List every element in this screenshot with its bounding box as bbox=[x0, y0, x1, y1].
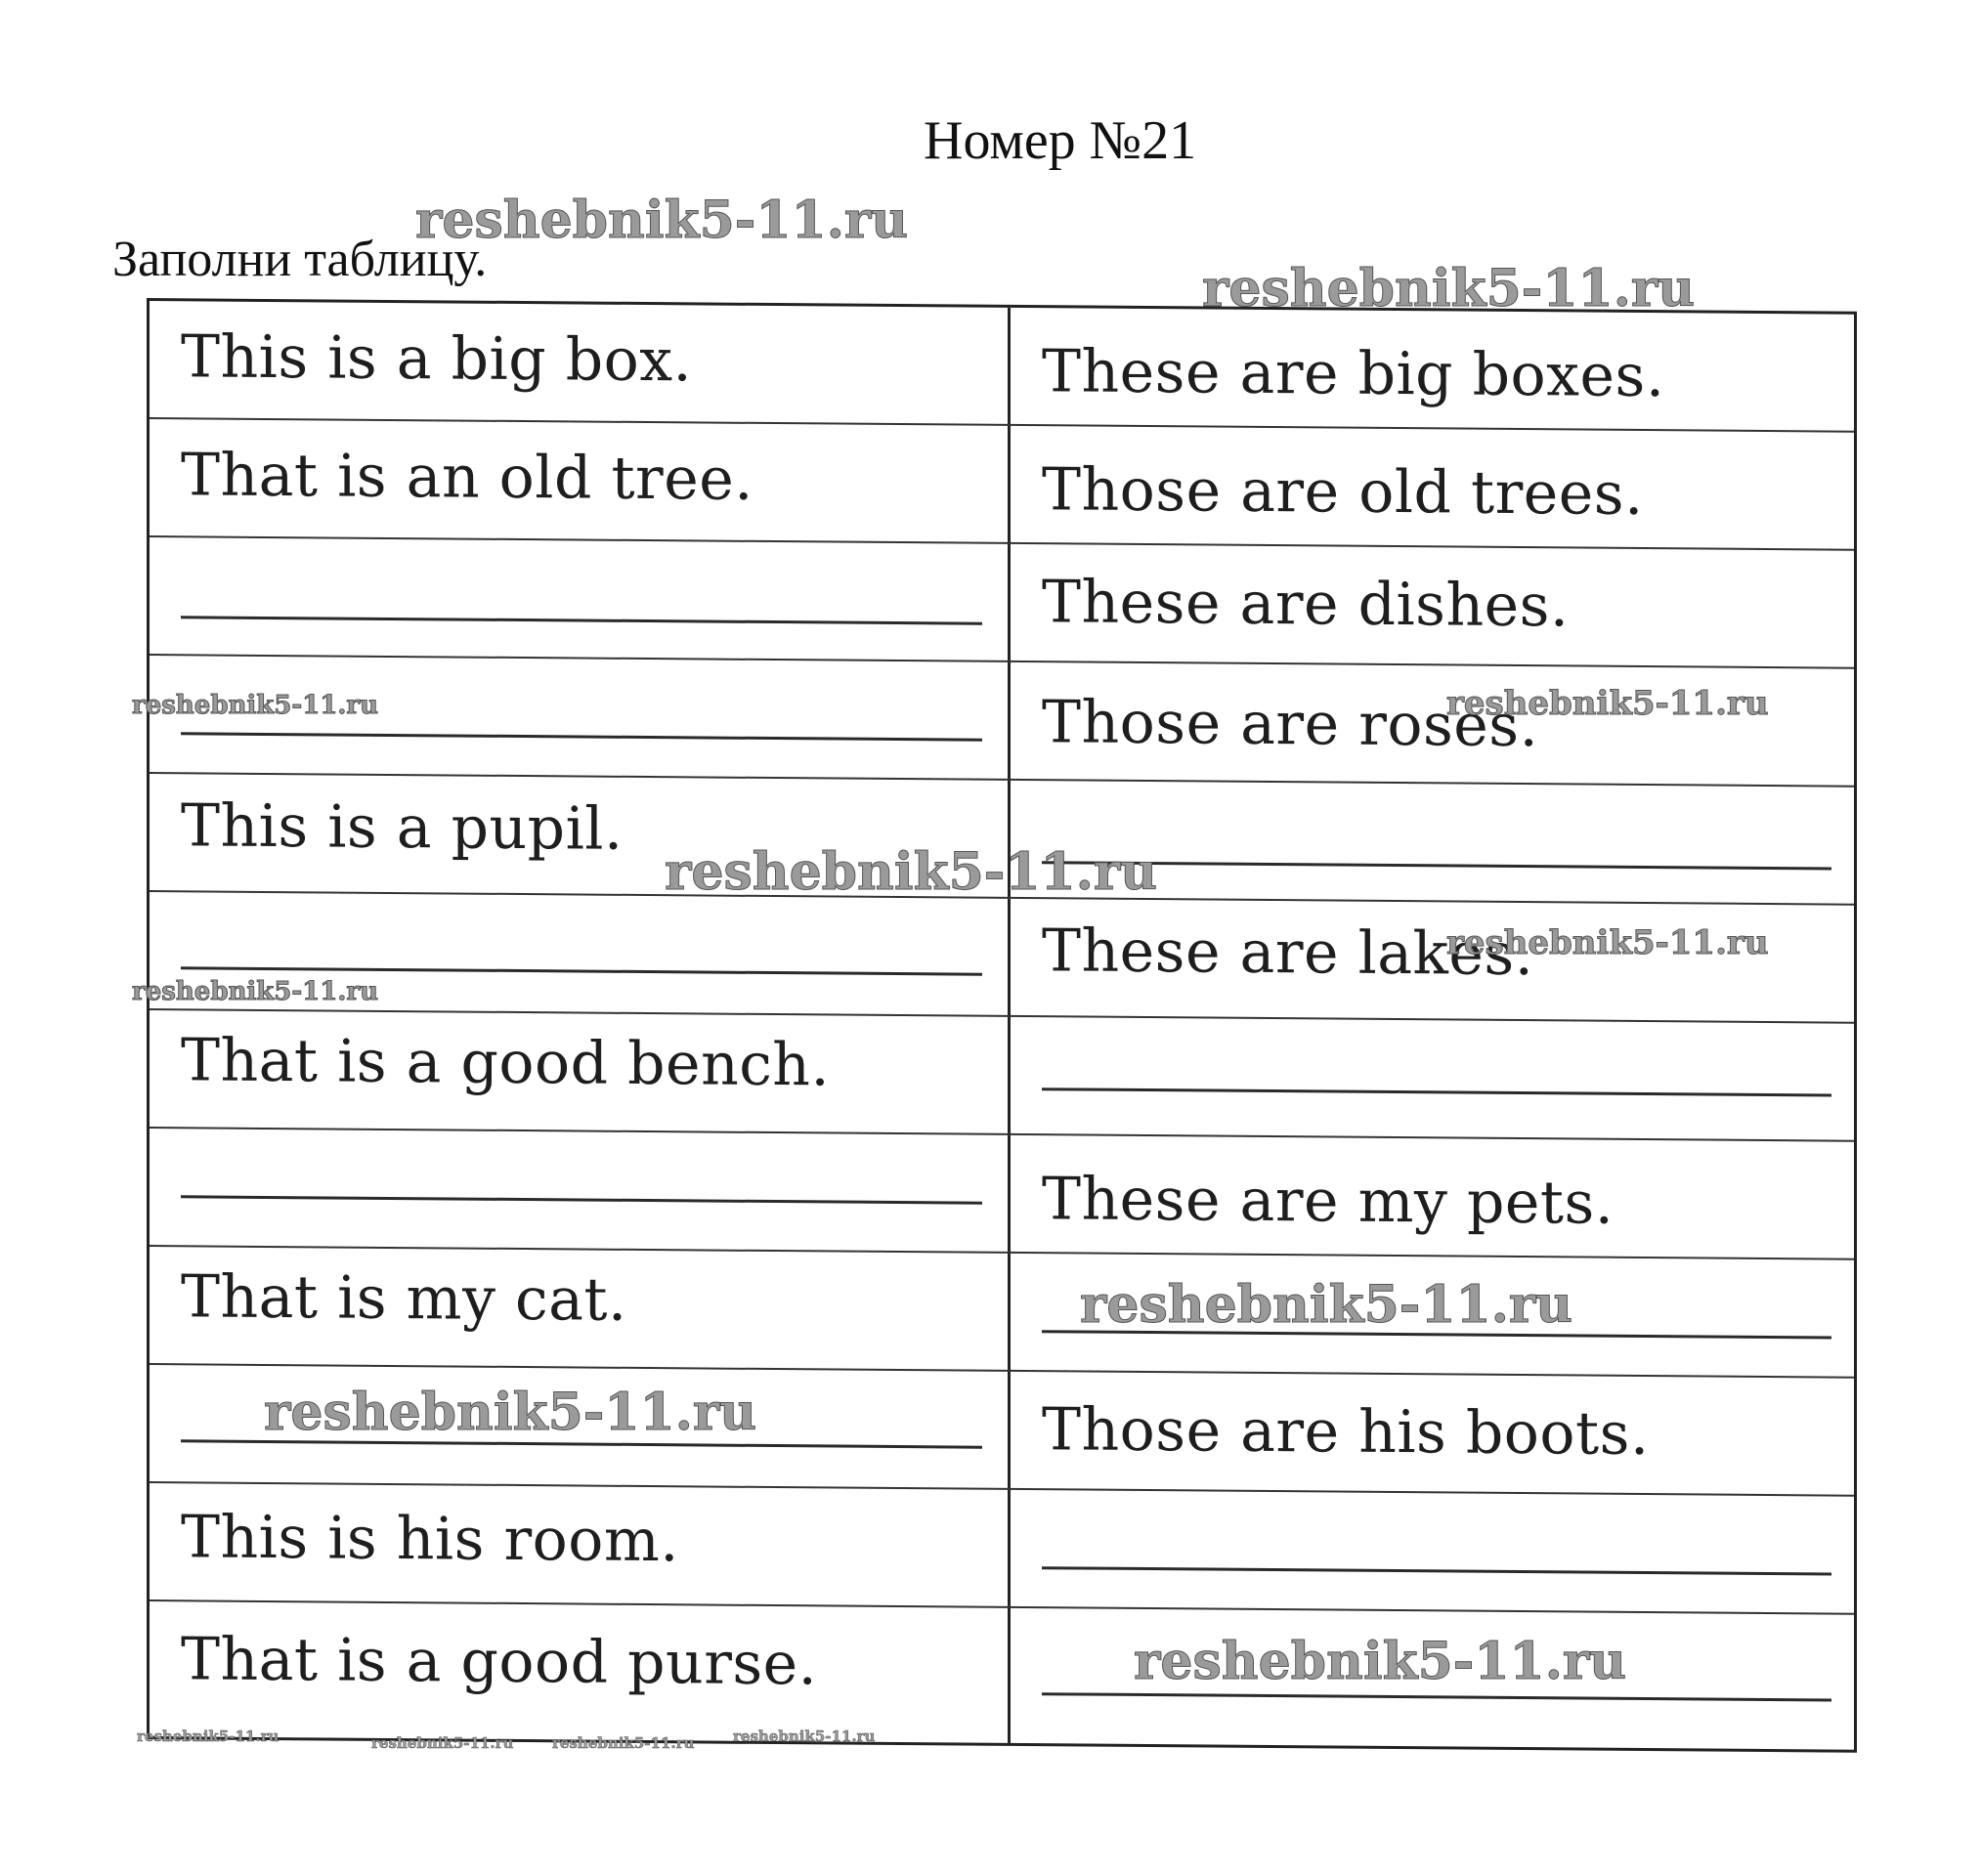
watermark: reshebnik5-11.ru bbox=[137, 1727, 280, 1745]
watermark: reshebnik5-11.ru bbox=[415, 191, 909, 250]
singular-sentence: This is a pupil. bbox=[181, 791, 624, 864]
plural-cell bbox=[1011, 544, 1857, 667]
singular-cell bbox=[150, 1601, 1008, 1746]
watermark: reshebnik5-11.ru bbox=[733, 1727, 876, 1745]
plural-sentence: These are my pets. bbox=[1042, 1165, 1615, 1238]
answer-line bbox=[1042, 1330, 1831, 1339]
plural-cell bbox=[1011, 1608, 1857, 1753]
watermark: reshebnik5-11.ru bbox=[371, 1734, 514, 1752]
table-row bbox=[150, 301, 1854, 433]
answer-line bbox=[181, 616, 982, 624]
plural-cell bbox=[1011, 1372, 1857, 1495]
watermark: reshebnik5-11.ru bbox=[1080, 1275, 1573, 1335]
plural-cell bbox=[1011, 308, 1857, 431]
plural-sentence: Those are his boots. bbox=[1042, 1395, 1650, 1470]
watermark: reshebnik5-11.ru bbox=[132, 977, 379, 1006]
watermark: reshebnik5-11.ru bbox=[665, 842, 1158, 902]
plural-sentence: These are dishes. bbox=[1042, 568, 1570, 641]
singular-sentence: That is a good bench. bbox=[181, 1026, 831, 1100]
singular-sentence: That is a good purse. bbox=[181, 1625, 818, 1699]
plural-cell bbox=[1011, 1490, 1857, 1613]
singular-cell bbox=[150, 1010, 1008, 1133]
singular-cell bbox=[150, 1483, 1008, 1606]
watermark: reshebnik5-11.ru bbox=[132, 691, 379, 720]
watermark: reshebnik5-11.ru bbox=[1446, 684, 1769, 723]
plural-cell bbox=[1011, 1135, 1857, 1258]
singular-cell bbox=[150, 301, 1008, 424]
singular-cell bbox=[150, 1365, 1008, 1488]
watermark: reshebnik5-11.ru bbox=[1134, 1632, 1627, 1691]
singular-cell bbox=[150, 537, 1008, 661]
watermark: reshebnik5-11.ru bbox=[552, 1734, 695, 1752]
table-row bbox=[150, 656, 1854, 788]
table-row bbox=[150, 1129, 1854, 1260]
plural-cell bbox=[1011, 426, 1857, 549]
table-row bbox=[150, 1247, 1854, 1379]
table-row bbox=[150, 774, 1854, 906]
page-title: Номер №21 bbox=[924, 110, 1197, 171]
plural-cell bbox=[1011, 899, 1857, 1022]
instruction-text: Заполни таблицу. bbox=[112, 232, 488, 287]
table-row bbox=[150, 537, 1854, 669]
table-row bbox=[150, 892, 1854, 1024]
singular-sentence: This is a big box. bbox=[181, 322, 693, 396]
singular-cell bbox=[150, 892, 1008, 1015]
answer-line bbox=[181, 1195, 982, 1204]
answer-line bbox=[181, 966, 982, 975]
answer-line bbox=[181, 1439, 982, 1448]
singular-cell bbox=[150, 656, 1008, 779]
exercise-table bbox=[147, 298, 1857, 1753]
answer-line bbox=[1042, 861, 1831, 870]
watermark: reshebnik5-11.ru bbox=[264, 1383, 757, 1442]
plural-cell bbox=[1011, 781, 1857, 904]
table-row bbox=[150, 1365, 1854, 1497]
singular-cell bbox=[150, 1129, 1008, 1252]
plural-cell bbox=[1011, 662, 1857, 786]
answer-line bbox=[1042, 1087, 1831, 1096]
plural-sentence: These are big boxes. bbox=[1042, 337, 1665, 411]
table-row bbox=[150, 1601, 1854, 1753]
table-row bbox=[150, 1010, 1854, 1142]
plural-sentence: These are lakes. bbox=[1042, 917, 1534, 990]
singular-cell bbox=[150, 774, 1008, 897]
singular-sentence: This is his room. bbox=[181, 1503, 679, 1576]
plural-cell bbox=[1011, 1017, 1857, 1140]
table-row bbox=[150, 1483, 1854, 1615]
watermark: reshebnik5-11.ru bbox=[1446, 923, 1769, 962]
singular-sentence: That is an old tree. bbox=[181, 441, 754, 514]
watermark: reshebnik5-11.ru bbox=[1202, 259, 1696, 319]
singular-cell bbox=[150, 1247, 1008, 1370]
answer-line bbox=[1042, 1692, 1831, 1701]
table-row bbox=[150, 419, 1854, 551]
answer-line bbox=[181, 732, 982, 741]
singular-cell bbox=[150, 419, 1008, 542]
answer-line bbox=[1042, 1566, 1831, 1575]
singular-sentence: That is my cat. bbox=[181, 1262, 627, 1335]
plural-sentence: Those are old trees. bbox=[1042, 455, 1644, 530]
plural-cell bbox=[1011, 1254, 1857, 1377]
plural-sentence: Those are roses. bbox=[1042, 688, 1539, 761]
